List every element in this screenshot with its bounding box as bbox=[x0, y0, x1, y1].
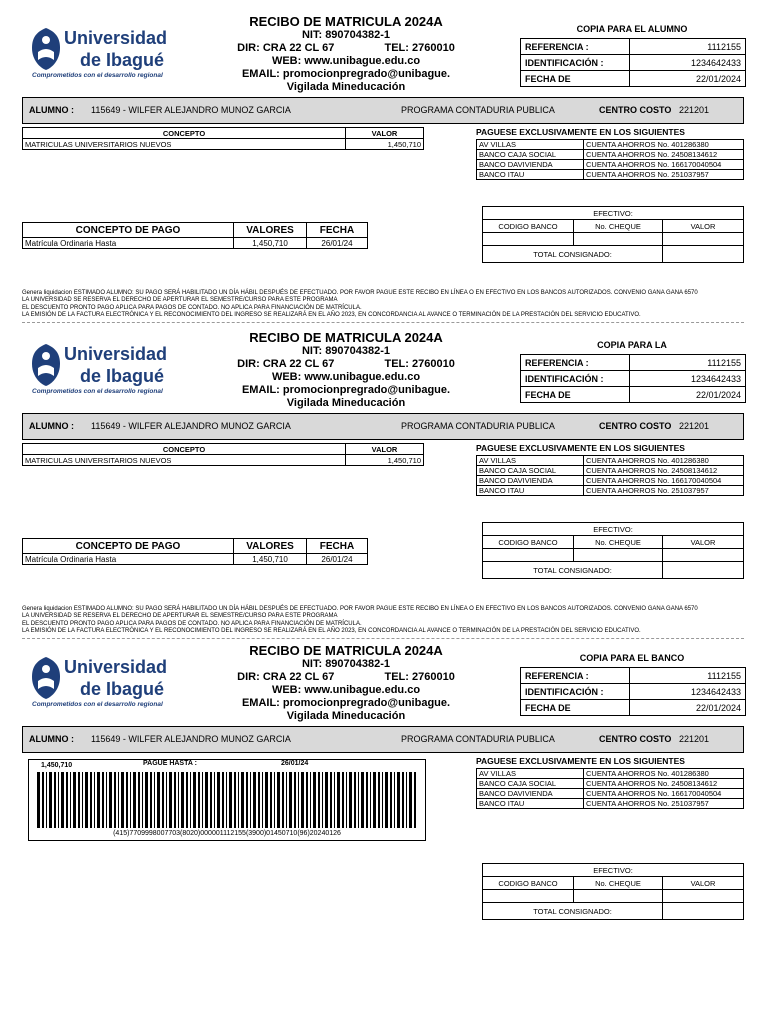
barcode-bar bbox=[78, 772, 80, 828]
bank-code-cell bbox=[483, 233, 574, 246]
student-name: 115649 - WILFER ALEJANDRO MUNOZ GARCIA bbox=[91, 421, 291, 431]
logo-line2: de Ibagué bbox=[80, 366, 165, 386]
bank-account: CUENTA AHORROS No. 251037957 bbox=[584, 799, 744, 809]
payment-date-cell: 26/01/24 bbox=[307, 238, 368, 249]
barcode-bar bbox=[94, 772, 95, 828]
email: EMAIL: promocionpregrado@unibague. bbox=[241, 384, 451, 396]
concept-table bbox=[22, 127, 424, 150]
barcode-bar bbox=[202, 772, 203, 828]
bank-account: CUENTA AHORROS No. 251037957 bbox=[584, 170, 744, 180]
note-line: LA EMISIÓN DE LA FACTURA ELECTRÓNICA Y EL RECONOCIMIENTO DEL INGRESO SE REALIZARÁ EN EL AÑO 2023, EN CONCORDANCIA AL AVANCE O TERMINACIÓN DE LA PRESTACIÓN DEL SERVICIO EDUCATIVO. bbox=[22, 627, 641, 634]
logo-tagline: Comprometidos con el desarrollo regional bbox=[32, 388, 163, 395]
bank-code-header: CODIGO BANCO bbox=[483, 220, 574, 233]
notes bbox=[22, 606, 752, 635]
reference-value: 1112155 bbox=[630, 668, 746, 684]
barcode-bar bbox=[222, 772, 224, 828]
value-cell bbox=[663, 549, 744, 562]
barcode-bar bbox=[258, 772, 260, 828]
barcode-bar bbox=[385, 772, 388, 828]
bank-account: CUENTA AHORROS No. 24508134612 bbox=[584, 779, 744, 789]
date-label: FECHA DE bbox=[521, 71, 630, 87]
note-line: EL DESCUENTO PRONTO PAGO APLICA PARA PAGOS DE CONTADO. NO APLICA PARA FINANCIACIÓN DE MATRÍCULA. bbox=[22, 304, 362, 311]
barcode-bar bbox=[121, 772, 124, 828]
vigilada: Vigilada Mineducación bbox=[286, 397, 406, 409]
barcode-bar bbox=[318, 772, 320, 828]
cost-center-label: CENTRO COSTO bbox=[599, 421, 672, 431]
university-logo bbox=[28, 26, 168, 88]
bank-name: BANCO CAJA SOCIAL bbox=[477, 150, 584, 160]
receipt-title: RECIBO DE MATRICULA 2024A bbox=[249, 643, 443, 658]
bank-account: CUENTA AHORROS No. 401286380 bbox=[584, 456, 744, 466]
barcode-pay-date: 26/01/24 bbox=[281, 760, 309, 767]
student-bar bbox=[22, 413, 744, 440]
value-cell: 1,450,710 bbox=[346, 139, 424, 150]
bank-account: CUENTA AHORROS No. 251037957 bbox=[584, 486, 744, 496]
student-name: 115649 - WILFER ALEJANDRO MUNOZ GARCIA bbox=[91, 105, 291, 115]
bank-name: BANCO CAJA SOCIAL bbox=[477, 779, 584, 789]
bank-name: BANCO DAVIVIENDA bbox=[477, 476, 584, 486]
payment-title: PAGUESE EXCLUSIVAMENTE EN LOS SIGUIENTES bbox=[476, 127, 685, 137]
nit: NIT: 890704382-1 bbox=[301, 658, 391, 670]
bank-row bbox=[477, 476, 744, 486]
barcode-bar bbox=[49, 772, 52, 828]
barcode-bar bbox=[334, 772, 335, 828]
payment-concept-table bbox=[22, 538, 368, 565]
bank-row bbox=[477, 769, 744, 779]
payment-concept-cell: Matrícula Ordinaria Hasta bbox=[23, 238, 234, 249]
email: EMAIL: promocionpregrado@unibague. bbox=[241, 697, 451, 709]
barcode-bar bbox=[253, 772, 256, 828]
barcode-bar bbox=[154, 772, 155, 828]
payment-title: PAGUESE EXCLUSIVAMENTE EN LOS SIGUIENTES bbox=[476, 756, 685, 766]
bank-name: BANCO CAJA SOCIAL bbox=[477, 466, 584, 476]
bank-row bbox=[477, 799, 744, 809]
barcode-bar bbox=[162, 772, 164, 828]
barcode-bar bbox=[406, 772, 407, 828]
concept-cell: MATRICULAS UNIVERSITARIOS NUEVOS bbox=[23, 139, 346, 150]
reference-table bbox=[520, 354, 746, 403]
reference-table bbox=[520, 38, 746, 87]
barcode-bar bbox=[265, 772, 268, 828]
phone: TEL: 2760010 bbox=[384, 671, 455, 683]
payment-values-header: VALORES bbox=[234, 223, 307, 238]
concept-header: CONCEPTO bbox=[23, 128, 346, 139]
barcode-bar bbox=[370, 772, 371, 828]
value-header: VALOR bbox=[346, 444, 424, 455]
barcode-bar bbox=[217, 772, 220, 828]
barcode-code: (415)7709998007703(8020)000001112155(3900)01450710(96)20240126 bbox=[113, 830, 341, 837]
barcode-bar bbox=[85, 772, 88, 828]
cash-table bbox=[482, 863, 744, 920]
bank-account: CUENTA AHORROS No. 401286380 bbox=[584, 140, 744, 150]
bank-account: CUENTA AHORROS No. 401286380 bbox=[584, 769, 744, 779]
barcode-bar bbox=[130, 772, 131, 828]
cost-center-label: CENTRO COSTO bbox=[599, 734, 672, 744]
barcode-bar bbox=[274, 772, 275, 828]
barcode-bar bbox=[54, 772, 56, 828]
value-header: VALOR bbox=[346, 128, 424, 139]
notes bbox=[22, 290, 752, 319]
bank-account: CUENTA AHORROS No. 24508134612 bbox=[584, 466, 744, 476]
email: EMAIL: promocionpregrado@unibague. bbox=[241, 68, 451, 80]
bank-name: BANCO DAVIVIENDA bbox=[477, 160, 584, 170]
barcode-pay-label: PAGUE HASTA : bbox=[143, 760, 197, 767]
barcode-bar bbox=[325, 772, 328, 828]
date-value: 22/01/2024 bbox=[630, 387, 746, 403]
reference-label: REFERENCIA : bbox=[521, 355, 630, 371]
bank-name: AV VILLAS bbox=[477, 140, 584, 150]
cost-center-value: 221201 bbox=[679, 105, 710, 115]
barcode-bar bbox=[190, 772, 191, 828]
barcode-bar bbox=[73, 772, 76, 828]
barcode-bar bbox=[198, 772, 200, 828]
student-name: 115649 - WILFER ALEJANDRO MUNOZ GARCIA bbox=[91, 734, 291, 744]
identification-label: IDENTIFICACIÓN : bbox=[521, 55, 630, 71]
payment-value-cell: 1,450,710 bbox=[234, 554, 307, 565]
barcode-bar bbox=[70, 772, 71, 828]
concept-table bbox=[22, 443, 424, 466]
identification-value: 1234642433 bbox=[630, 684, 746, 700]
student-label: ALUMNO : bbox=[29, 421, 74, 431]
barcode-bar bbox=[138, 772, 140, 828]
payment-date-header: FECHA bbox=[307, 539, 368, 554]
bank-row bbox=[477, 466, 744, 476]
barcode-bar bbox=[361, 772, 364, 828]
barcode-bar bbox=[102, 772, 104, 828]
barcode-bar bbox=[234, 772, 236, 828]
receipt-title: RECIBO DE MATRICULA 2024A bbox=[249, 14, 443, 29]
barcode-bar bbox=[378, 772, 380, 828]
bank-name: BANCO DAVIVIENDA bbox=[477, 789, 584, 799]
value-header: VALOR bbox=[663, 877, 744, 890]
address-phone bbox=[236, 671, 456, 684]
barcode-bar bbox=[354, 772, 356, 828]
student-label: ALUMNO : bbox=[29, 734, 74, 744]
barcode-bar bbox=[349, 772, 352, 828]
barcode-bar bbox=[342, 772, 344, 828]
barcode-box bbox=[28, 759, 426, 841]
payment-concept-table bbox=[22, 222, 368, 249]
payment-concept-cell: Matrícula Ordinaria Hasta bbox=[23, 554, 234, 565]
barcode-bar bbox=[214, 772, 215, 828]
website: WEB: www.unibague.edu.co bbox=[271, 55, 421, 67]
barcode-bar bbox=[150, 772, 152, 828]
barcode-bar bbox=[174, 772, 176, 828]
note-line: Genera liquidacion ESTIMADO ALUMNO: SU PAGO SERÁ HABILITADO UN DÍA HÁBIL DESPUÉS DE EFECTUADO. POR FAVOR PAGUE ESTE RECIBO EN LÍNEA O EN EFECTIVO EN LOS BANCOS AUTORIZADOS. CONVENIO GANA GANA 6570 bbox=[22, 290, 698, 296]
barcode-bar bbox=[322, 772, 323, 828]
note-line: LA UNIVERSIDAD SE RESERVA EL DERECHO DE APERTURAR EL SEMESTRE/CURSO PARA ESTE PROGRAMA bbox=[22, 613, 338, 620]
barcode-bar bbox=[397, 772, 400, 828]
website: WEB: www.unibague.edu.co bbox=[271, 371, 421, 383]
bank-row bbox=[477, 170, 744, 180]
barcode-bar bbox=[366, 772, 368, 828]
barcode-bar bbox=[270, 772, 272, 828]
program: PROGRAMA CONTADURIA PUBLICA bbox=[401, 105, 555, 115]
bank-name: AV VILLAS bbox=[477, 769, 584, 779]
nit: NIT: 890704382-1 bbox=[301, 29, 391, 41]
note-line: LA EMISIÓN DE LA FACTURA ELECTRÓNICA Y EL RECONOCIMIENTO DEL INGRESO SE REALIZARÁ EN EL AÑO 2023, EN CONCORDANCIA AL AVANCE O TERMINACIÓN DE LA PRESTACIÓN DEL SERVICIO EDUCATIVO. bbox=[22, 311, 641, 318]
barcode-bar bbox=[133, 772, 136, 828]
barcode-bar bbox=[250, 772, 251, 828]
total-cell bbox=[663, 246, 744, 263]
reference-label: REFERENCIA : bbox=[521, 39, 630, 55]
barcode-bar bbox=[145, 772, 148, 828]
barcode-bar bbox=[186, 772, 188, 828]
value-cell: 1,450,710 bbox=[346, 455, 424, 466]
identification-value: 1234642433 bbox=[630, 371, 746, 387]
logo-line1: Universidad bbox=[64, 657, 168, 677]
value-header: VALOR bbox=[663, 536, 744, 549]
receipt-header bbox=[236, 643, 456, 723]
banks-table bbox=[476, 139, 744, 180]
date-label: FECHA DE bbox=[521, 700, 630, 716]
barcode-bar bbox=[402, 772, 404, 828]
payment-value-cell: 1,450,710 bbox=[234, 238, 307, 249]
total-label: TOTAL CONSIGNADO: bbox=[483, 562, 663, 579]
barcode-bar bbox=[409, 772, 412, 828]
bank-code-header: CODIGO BANCO bbox=[483, 877, 574, 890]
barcode-bar bbox=[114, 772, 116, 828]
barcode-bar bbox=[294, 772, 296, 828]
bank-name: AV VILLAS bbox=[477, 456, 584, 466]
cash-label: EFECTIVO: bbox=[483, 207, 744, 220]
total-label: TOTAL CONSIGNADO: bbox=[483, 903, 663, 920]
identification-label: IDENTIFICACIÓN : bbox=[521, 371, 630, 387]
barcode-bar bbox=[66, 772, 68, 828]
date-value: 22/01/2024 bbox=[630, 700, 746, 716]
program: PROGRAMA CONTADURIA PUBLICA bbox=[401, 734, 555, 744]
payment-concept-header: CONCEPTO DE PAGO bbox=[23, 539, 234, 554]
barcode-bar bbox=[226, 772, 227, 828]
university-logo bbox=[28, 655, 168, 717]
barcode-bar bbox=[330, 772, 332, 828]
barcode-bar bbox=[58, 772, 59, 828]
copy-title: COPIA PARA LA bbox=[597, 340, 667, 350]
student-label: ALUMNO : bbox=[29, 105, 74, 115]
cheque-header: No. CHEQUE bbox=[574, 536, 663, 549]
phone: TEL: 2760010 bbox=[384, 42, 455, 54]
logo-tagline: Comprometidos con el desarrollo regional bbox=[32, 72, 163, 79]
receipt-header bbox=[236, 14, 456, 94]
bank-account: CUENTA AHORROS No. 24508134612 bbox=[584, 150, 744, 160]
program: PROGRAMA CONTADURIA PUBLICA bbox=[401, 421, 555, 431]
cash-table bbox=[482, 206, 744, 263]
university-shield-icon bbox=[28, 26, 64, 72]
bank-account: CUENTA AHORROS No. 166170040504 bbox=[584, 160, 744, 170]
concept-cell: MATRICULAS UNIVERSITARIOS NUEVOS bbox=[23, 455, 346, 466]
banks-table bbox=[476, 455, 744, 496]
barcode-bar bbox=[82, 772, 83, 828]
barcode-bar bbox=[346, 772, 347, 828]
bank-name: BANCO ITAU bbox=[477, 486, 584, 496]
university-logo bbox=[28, 342, 168, 404]
total-cell bbox=[663, 562, 744, 579]
date-label: FECHA DE bbox=[521, 387, 630, 403]
bank-row bbox=[477, 456, 744, 466]
barcode-bar bbox=[210, 772, 212, 828]
note-line: Genera liquidacion ESTIMADO ALUMNO: SU PAGO SERÁ HABILITADO UN DÍA HÁBIL DESPUÉS DE EFECTUADO. POR FAVOR PAGUE ESTE RECIBO EN LÍNEA O EN EFECTIVO EN LOS BANCOS AUTORIZADOS. CONVENIO GANA GANA 6570 bbox=[22, 606, 698, 612]
bank-account: CUENTA AHORROS No. 166170040504 bbox=[584, 789, 744, 799]
barcode-bar bbox=[337, 772, 340, 828]
barcode-bar bbox=[118, 772, 119, 828]
barcode-bar bbox=[169, 772, 172, 828]
cheque-header: No. CHEQUE bbox=[574, 877, 663, 890]
barcode-bar bbox=[394, 772, 395, 828]
logo-line2: de Ibagué bbox=[80, 679, 165, 699]
barcode-bar bbox=[229, 772, 232, 828]
total-cell bbox=[663, 903, 744, 920]
barcode-amount: 1,450,710 bbox=[41, 762, 73, 769]
barcode-bar bbox=[157, 772, 160, 828]
barcode-bar bbox=[90, 772, 92, 828]
university-shield-icon bbox=[28, 655, 64, 701]
bank-account: CUENTA AHORROS No. 166170040504 bbox=[584, 476, 744, 486]
cut-line bbox=[22, 322, 744, 323]
payment-date-cell: 26/01/24 bbox=[307, 554, 368, 565]
barcode-bar bbox=[97, 772, 100, 828]
bank-row bbox=[477, 486, 744, 496]
logo-line1: Universidad bbox=[64, 344, 168, 364]
cost-center-value: 221201 bbox=[679, 421, 710, 431]
cost-center-value: 221201 bbox=[679, 734, 710, 744]
barcode-bar bbox=[306, 772, 308, 828]
vigilada: Vigilada Mineducación bbox=[286, 710, 406, 722]
reference-label: REFERENCIA : bbox=[521, 668, 630, 684]
receipt-title: RECIBO DE MATRICULA 2024A bbox=[249, 330, 443, 345]
address-phone bbox=[236, 358, 456, 371]
university-shield-icon bbox=[28, 342, 64, 388]
website: WEB: www.unibague.edu.co bbox=[271, 684, 421, 696]
cheque-cell bbox=[574, 233, 663, 246]
reference-table bbox=[520, 667, 746, 716]
cash-table bbox=[482, 522, 744, 579]
barcode-image bbox=[37, 772, 417, 828]
reference-value: 1112155 bbox=[630, 355, 746, 371]
bank-name: BANCO ITAU bbox=[477, 170, 584, 180]
bank-row bbox=[477, 779, 744, 789]
banks-table bbox=[476, 768, 744, 809]
nit: NIT: 890704382-1 bbox=[301, 345, 391, 357]
concept-header: CONCEPTO bbox=[23, 444, 346, 455]
value-cell bbox=[663, 233, 744, 246]
address: DIR: CRA 22 CL 67 bbox=[237, 671, 335, 683]
barcode-bar bbox=[289, 772, 292, 828]
address: DIR: CRA 22 CL 67 bbox=[237, 358, 335, 370]
copy-title: COPIA PARA EL BANCO bbox=[579, 653, 685, 663]
value-cell bbox=[663, 890, 744, 903]
cheque-cell bbox=[574, 549, 663, 562]
barcode-bar bbox=[313, 772, 316, 828]
bank-code-cell bbox=[483, 549, 574, 562]
barcode-bar bbox=[382, 772, 383, 828]
identification-label: IDENTIFICACIÓN : bbox=[521, 684, 630, 700]
logo-line1: Universidad bbox=[64, 28, 168, 48]
cheque-cell bbox=[574, 890, 663, 903]
barcode-bar bbox=[166, 772, 167, 828]
logo-line2: de Ibagué bbox=[80, 50, 165, 70]
barcode-bar bbox=[238, 772, 239, 828]
barcode-bar bbox=[42, 772, 44, 828]
vigilada: Vigilada Mineducación bbox=[286, 81, 406, 93]
logo-tagline: Comprometidos con el desarrollo regional bbox=[32, 701, 163, 708]
total-label: TOTAL CONSIGNADO: bbox=[483, 246, 663, 263]
receipt-header bbox=[236, 330, 456, 410]
payment-title: PAGUESE EXCLUSIVAMENTE EN LOS SIGUIENTES bbox=[476, 443, 685, 453]
barcode-bar bbox=[46, 772, 47, 828]
barcode-bar bbox=[414, 772, 416, 828]
payment-date-header: FECHA bbox=[307, 223, 368, 238]
barcode-bar bbox=[106, 772, 107, 828]
date-value: 22/01/2024 bbox=[630, 71, 746, 87]
bank-name: BANCO ITAU bbox=[477, 799, 584, 809]
barcode-bar bbox=[241, 772, 244, 828]
barcode-bar bbox=[205, 772, 208, 828]
barcode-bar bbox=[262, 772, 263, 828]
barcode-bar bbox=[373, 772, 376, 828]
cut-line bbox=[22, 638, 744, 639]
barcode-bar bbox=[178, 772, 179, 828]
copy-title: COPIA PARA EL ALUMNO bbox=[576, 24, 688, 34]
bank-code-header: CODIGO BANCO bbox=[483, 536, 574, 549]
barcode-bar bbox=[246, 772, 248, 828]
barcode-bar bbox=[109, 772, 112, 828]
bank-row bbox=[477, 140, 744, 150]
bank-row bbox=[477, 150, 744, 160]
barcode-bar bbox=[61, 772, 64, 828]
payment-values-header: VALORES bbox=[234, 539, 307, 554]
barcode-bar bbox=[126, 772, 128, 828]
barcode-bar bbox=[193, 772, 196, 828]
bank-row bbox=[477, 160, 744, 170]
bank-row bbox=[477, 789, 744, 799]
barcode-bar bbox=[282, 772, 284, 828]
barcode-bar bbox=[277, 772, 280, 828]
note-line: EL DESCUENTO PRONTO PAGO APLICA PARA PAGOS DE CONTADO. NO APLICA PARA FINANCIACIÓN DE MATRÍCULA. bbox=[22, 620, 362, 627]
barcode-bar bbox=[310, 772, 311, 828]
value-header: VALOR bbox=[663, 220, 744, 233]
barcode-bar bbox=[298, 772, 299, 828]
note-line: LA UNIVERSIDAD SE RESERVA EL DERECHO DE APERTURAR EL SEMESTRE/CURSO PARA ESTE PROGRAMA bbox=[22, 297, 338, 304]
barcode-bar bbox=[301, 772, 304, 828]
reference-value: 1112155 bbox=[630, 39, 746, 55]
payment-concept-header: CONCEPTO DE PAGO bbox=[23, 223, 234, 238]
phone: TEL: 2760010 bbox=[384, 358, 455, 370]
bank-code-cell bbox=[483, 890, 574, 903]
address: DIR: CRA 22 CL 67 bbox=[237, 42, 335, 54]
barcode-bar bbox=[181, 772, 184, 828]
student-bar bbox=[22, 726, 744, 753]
identification-value: 1234642433 bbox=[630, 55, 746, 71]
address-phone bbox=[236, 42, 456, 55]
cash-label: EFECTIVO: bbox=[483, 864, 744, 877]
barcode-bar bbox=[286, 772, 287, 828]
cheque-header: No. CHEQUE bbox=[574, 220, 663, 233]
barcode-bar bbox=[390, 772, 392, 828]
student-bar bbox=[22, 97, 744, 124]
barcode-bar bbox=[142, 772, 143, 828]
cost-center-label: CENTRO COSTO bbox=[599, 105, 672, 115]
barcode-bar bbox=[358, 772, 359, 828]
cash-label: EFECTIVO: bbox=[483, 523, 744, 536]
barcode-bar bbox=[37, 772, 40, 828]
